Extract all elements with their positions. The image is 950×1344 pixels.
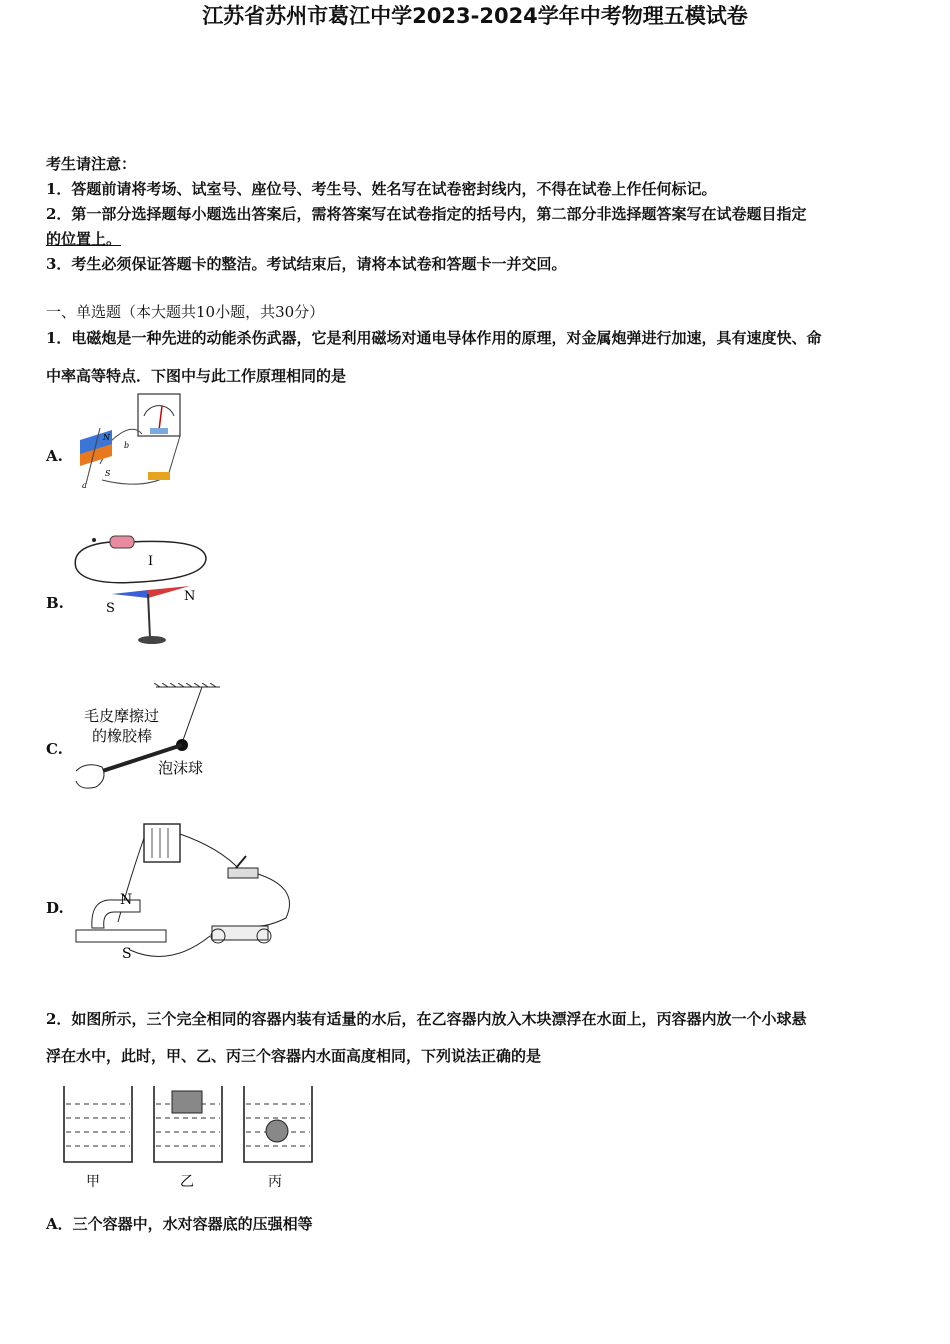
option-c-label: C. <box>46 740 63 758</box>
page-title: 江苏省苏州市葛江中学2023-2024学年中考物理五模试卷 <box>202 4 748 28</box>
figure-generator-galvanometer <box>72 392 192 492</box>
option-b-label: B. <box>46 594 64 612</box>
notice-heading: 考生请注意： <box>46 155 137 173</box>
section-heading: 一、单选题（本大题共10小题，共30分） <box>46 303 325 321</box>
figure-oersted <box>70 528 215 650</box>
q2-stem-line2: 浮在水中，此时，甲、乙、丙三个容器内水面高度相同，下列说法正确的是 <box>46 1047 542 1065</box>
notice-item: 2．第一部分选择题每小题选出答案后，需将答案写在试卷指定的括号内，第二部分非选择题答案写在试卷题目指定 <box>46 205 807 223</box>
fig-a-a: a <box>82 481 87 490</box>
container-label-bing: 丙 <box>268 1174 282 1190</box>
fig-b-current: I <box>148 554 154 569</box>
notice-item: 的位置上。 <box>46 230 122 248</box>
q1-stem-line1: 1．电磁炮是一种先进的动能杀伤武器，它是利用磁场对通电导体作用的原理，对金属炮弹进行加速，具有速度快、命 <box>46 329 822 347</box>
q1-stem-line2: 中率高等特点．下图中与此工作原理相同的是 <box>46 367 347 385</box>
fig-a-n: N <box>103 433 110 442</box>
fig-c-rod-label-2: 的橡胶棒 <box>92 727 153 745</box>
fig-d-n: N <box>120 892 133 908</box>
figure-motor-circuit <box>70 818 300 970</box>
fig-c-ball-label: 泡沫球 <box>158 759 204 777</box>
fig-c-rod-label-1: 毛皮摩擦过 <box>84 707 160 725</box>
container-label-jia: 甲 <box>86 1174 100 1190</box>
fig-a-b: b <box>124 441 130 450</box>
q2-stem-line1: 2．如图所示，三个完全相同的容器内装有适量的水后，在乙容器内放入木块漂浮在水面上，丙容器内放一个小球悬 <box>46 1010 807 1028</box>
option-a-label: A. <box>46 447 63 465</box>
fig-b-n: N <box>184 589 196 604</box>
figure-charged-rod <box>70 683 225 798</box>
option-d-label: D. <box>46 899 64 917</box>
fig-d-s: S <box>122 946 132 962</box>
fig-a-s: S <box>105 469 111 478</box>
figure-three-containers <box>58 1082 320 1194</box>
notice-item: 1．答题前请将考场、试室号、座位号、考生号、姓名写在试卷密封线内，不得在试卷上作任何标记。 <box>46 180 717 198</box>
q2-option-a: A．三个容器中，水对容器底的压强相等 <box>46 1215 313 1233</box>
fig-b-s: S <box>106 601 115 616</box>
container-label-yi: 乙 <box>180 1174 194 1190</box>
notice-item: 3．考生必须保证答题卡的整洁。考试结束后，请将本试卷和答题卡一并交回。 <box>46 255 567 273</box>
